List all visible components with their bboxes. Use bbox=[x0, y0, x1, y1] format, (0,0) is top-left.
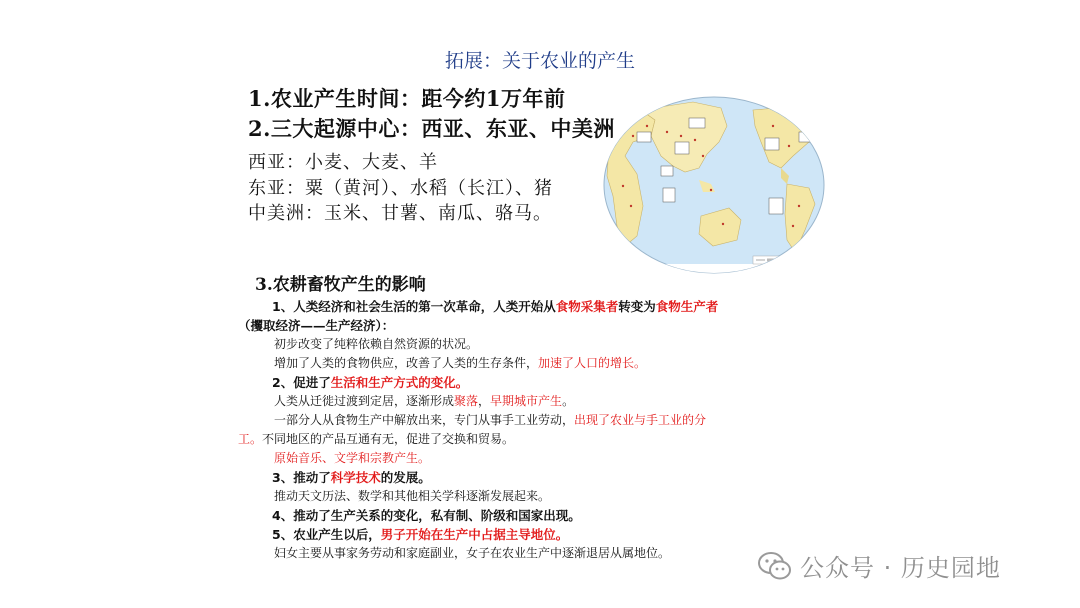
impact-item-1 bbox=[230, 297, 790, 316]
impact-item-2 bbox=[230, 373, 790, 392]
population-growth-highlight: 加速了人口的增长。 bbox=[538, 356, 647, 370]
science-tech-highlight: 科学技术 bbox=[330, 470, 381, 485]
impact-3-text: 3、推动了 bbox=[272, 470, 331, 485]
impact-item-3 bbox=[230, 468, 790, 487]
world-map-image bbox=[603, 96, 825, 274]
settlement-highlight: 聚落 bbox=[454, 394, 479, 408]
impact-2-detail-d: 原始音乐、文学和宗教产生。 bbox=[274, 451, 431, 465]
food-producer-highlight: 食物生产者 bbox=[655, 299, 719, 314]
impact-1-detail-a: 初步改变了纯粹依赖自然资源的状况。 bbox=[274, 337, 479, 351]
watermark-text: 公众号 · 历史园地 bbox=[800, 554, 1001, 582]
male-dominance-highlight: 男子开始在生产中占据主导地位。 bbox=[380, 527, 569, 542]
impact-2-detail-a-end: 。 bbox=[562, 394, 575, 408]
impact-1-text: 1、人类经济和社会生活的第一次革命，人类开始从 bbox=[272, 299, 556, 314]
division-of-labor-highlight: 出现了农业与手工业的分 bbox=[574, 413, 707, 427]
impact-item-5 bbox=[230, 525, 790, 544]
agriculture-time-heading: 1.农业产生时间：距今约1万年前 bbox=[248, 86, 566, 111]
lifestyle-change-highlight: 生活和生产方式的变化。 bbox=[330, 375, 469, 390]
impact-5-detail: 妇女主要从事家务劳动和家庭副业，女子在农业生产中逐渐退居从属地位。 bbox=[274, 546, 671, 560]
impact-2-text: 2、促进了 bbox=[272, 375, 331, 390]
crop-east-asia: 东亚：粟（黄河）、水稻（长江）、猪 bbox=[248, 178, 553, 199]
impact-section-heading: 3.农耕畜牧产生的影响 bbox=[255, 275, 426, 295]
impact-2-detail-b bbox=[230, 411, 790, 430]
impact-2-detail-a-text: 人类从迁徙过渡到定居，逐渐形成 bbox=[274, 394, 455, 408]
crop-central-america: 中美洲：玉米、甘薯、南瓜、骆马。 bbox=[248, 203, 552, 224]
watermark bbox=[758, 548, 1001, 583]
impact-2-detail-a-sep: ， bbox=[478, 394, 491, 408]
impact-2-detail-b-text: 一部分人从食物生产中解放出来，专门从事手工业劳动， bbox=[274, 413, 575, 427]
impact-2-detail-a bbox=[230, 392, 790, 411]
impact-2-detail-c-text: 不同地区的产品互通有无，促进了交换和贸易。 bbox=[262, 432, 515, 446]
crop-west-asia: 西亚：小麦、大麦、羊 bbox=[248, 152, 438, 173]
wechat-icon bbox=[758, 551, 792, 581]
origin-centers-heading: 2.三大起源中心：西亚、东亚、中美洲 bbox=[248, 116, 615, 141]
impact-2-detail-c bbox=[230, 430, 790, 449]
impact-3-end: 的发展。 bbox=[380, 470, 431, 485]
impact-1-connector: 转变为 bbox=[618, 299, 656, 314]
impact-item-4: 4、推动了生产关系的变化，私有制、阶级和国家出现。 bbox=[272, 508, 581, 523]
slide-title: 拓展：关于农业的产生 bbox=[444, 50, 635, 72]
early-city-highlight: 早期城市产生 bbox=[490, 394, 563, 408]
food-gatherer-highlight: 食物采集者 bbox=[555, 299, 619, 314]
impact-1-detail-b bbox=[230, 354, 790, 373]
impact-list bbox=[230, 297, 790, 563]
impact-3-detail: 推动天文历法、数学和其他相关学科逐渐发展起来。 bbox=[274, 489, 551, 503]
impact-1-detail-b-text: 增加了人类的食物供应，改善了人类的生存条件， bbox=[274, 356, 539, 370]
impact-1-economy: （攫取经济——生产经济）： bbox=[238, 318, 395, 333]
division-of-labor-highlight-end: 工。 bbox=[238, 432, 263, 446]
impact-5-text: 5、农业产生以后， bbox=[272, 527, 381, 542]
